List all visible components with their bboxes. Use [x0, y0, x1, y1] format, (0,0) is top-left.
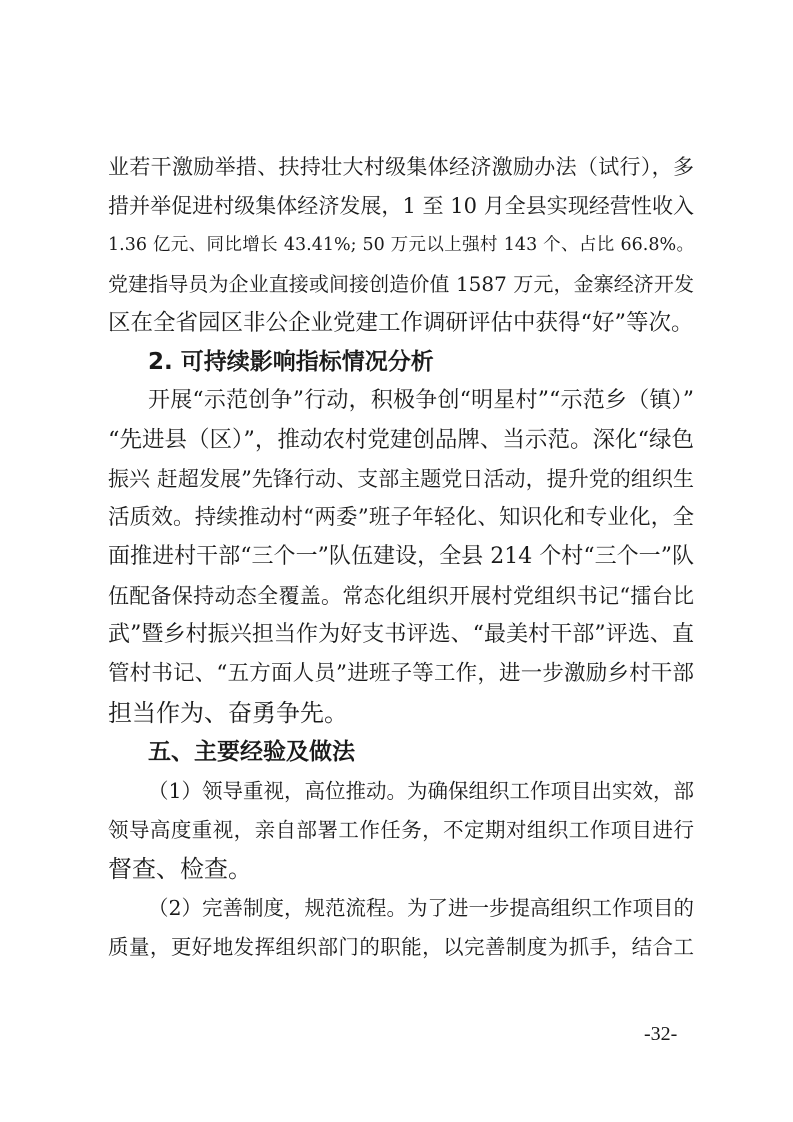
paragraph-line: 振兴 赶超发展”先锋行动、支部主题党日活动，提升党的组织生 — [108, 467, 694, 491]
paragraph-line: 管村书记、“五方面人员”进班子等工作，进一步激励乡村干部 — [108, 661, 694, 686]
paragraph-line: 面推进村干部“三个一”队伍建设，全县 214 个村“三个一”队 — [108, 544, 694, 569]
paragraph-line: 业若干激励举措、扶持壮大村级集体经济激励办法（试行），多 — [108, 155, 694, 179]
chapter-heading: 五、主要经验及做法 — [148, 739, 355, 765]
section-heading: 2. 可持续影响指标情况分析 — [148, 349, 434, 375]
paragraph-line: 武”暨乡村振兴担当作为好支书评选、“最美村干部”评选、直 — [108, 622, 694, 647]
page-number: -32- — [644, 1023, 678, 1045]
paragraph-line: （2）完善制度，规范流程。为了进一步提高组织工作项目的 — [148, 896, 695, 920]
paragraph-line: 活质效。持续推动村“两委”班子年轻化、知识化和专业化，全 — [108, 505, 694, 530]
paragraph-line: 领导高度重视，亲自部署工作任务，不定期对组织工作项目进行 — [108, 818, 694, 842]
paragraph-line: 1.36 亿元、同比增长 43.41%; 50 万元以上强村 143 个、占比 66.8%。 — [108, 235, 694, 255]
paragraph-line: 督查、检查。 — [108, 855, 252, 883]
paragraph-line: 措并举促进村级集体经济发展，1 至 10 月全县实现经营性收入 — [108, 194, 694, 218]
paragraph-line: 开展“示范创争”行动，积极争创“明星村”“示范乡（镇）” — [148, 388, 694, 413]
paragraph-line: 伍配备保持动态全覆盖。常态化组织开展村党组织书记“擂台比 — [108, 584, 694, 608]
paragraph-line: 党建指导员为企业直接或间接创造价值 1587 万元，金寨经济开发 — [108, 272, 694, 296]
paragraph-line: （1）领导重视，高位推动。为确保组织工作项目出实效，部 — [148, 779, 695, 803]
paragraph-line: “先进县（区）”，推动农村党建创品牌、当示范。深化“绿色 — [108, 427, 694, 453]
paragraph-line: 质量，更好地发挥组织部门的职能，以完善制度为抓手，结合工 — [108, 935, 694, 959]
paragraph-line: 区在全省园区非公企业党建工作调研评估中获得“好”等次。 — [108, 310, 694, 336]
paragraph-line: 担当作为、奋勇争先。 — [108, 699, 348, 727]
